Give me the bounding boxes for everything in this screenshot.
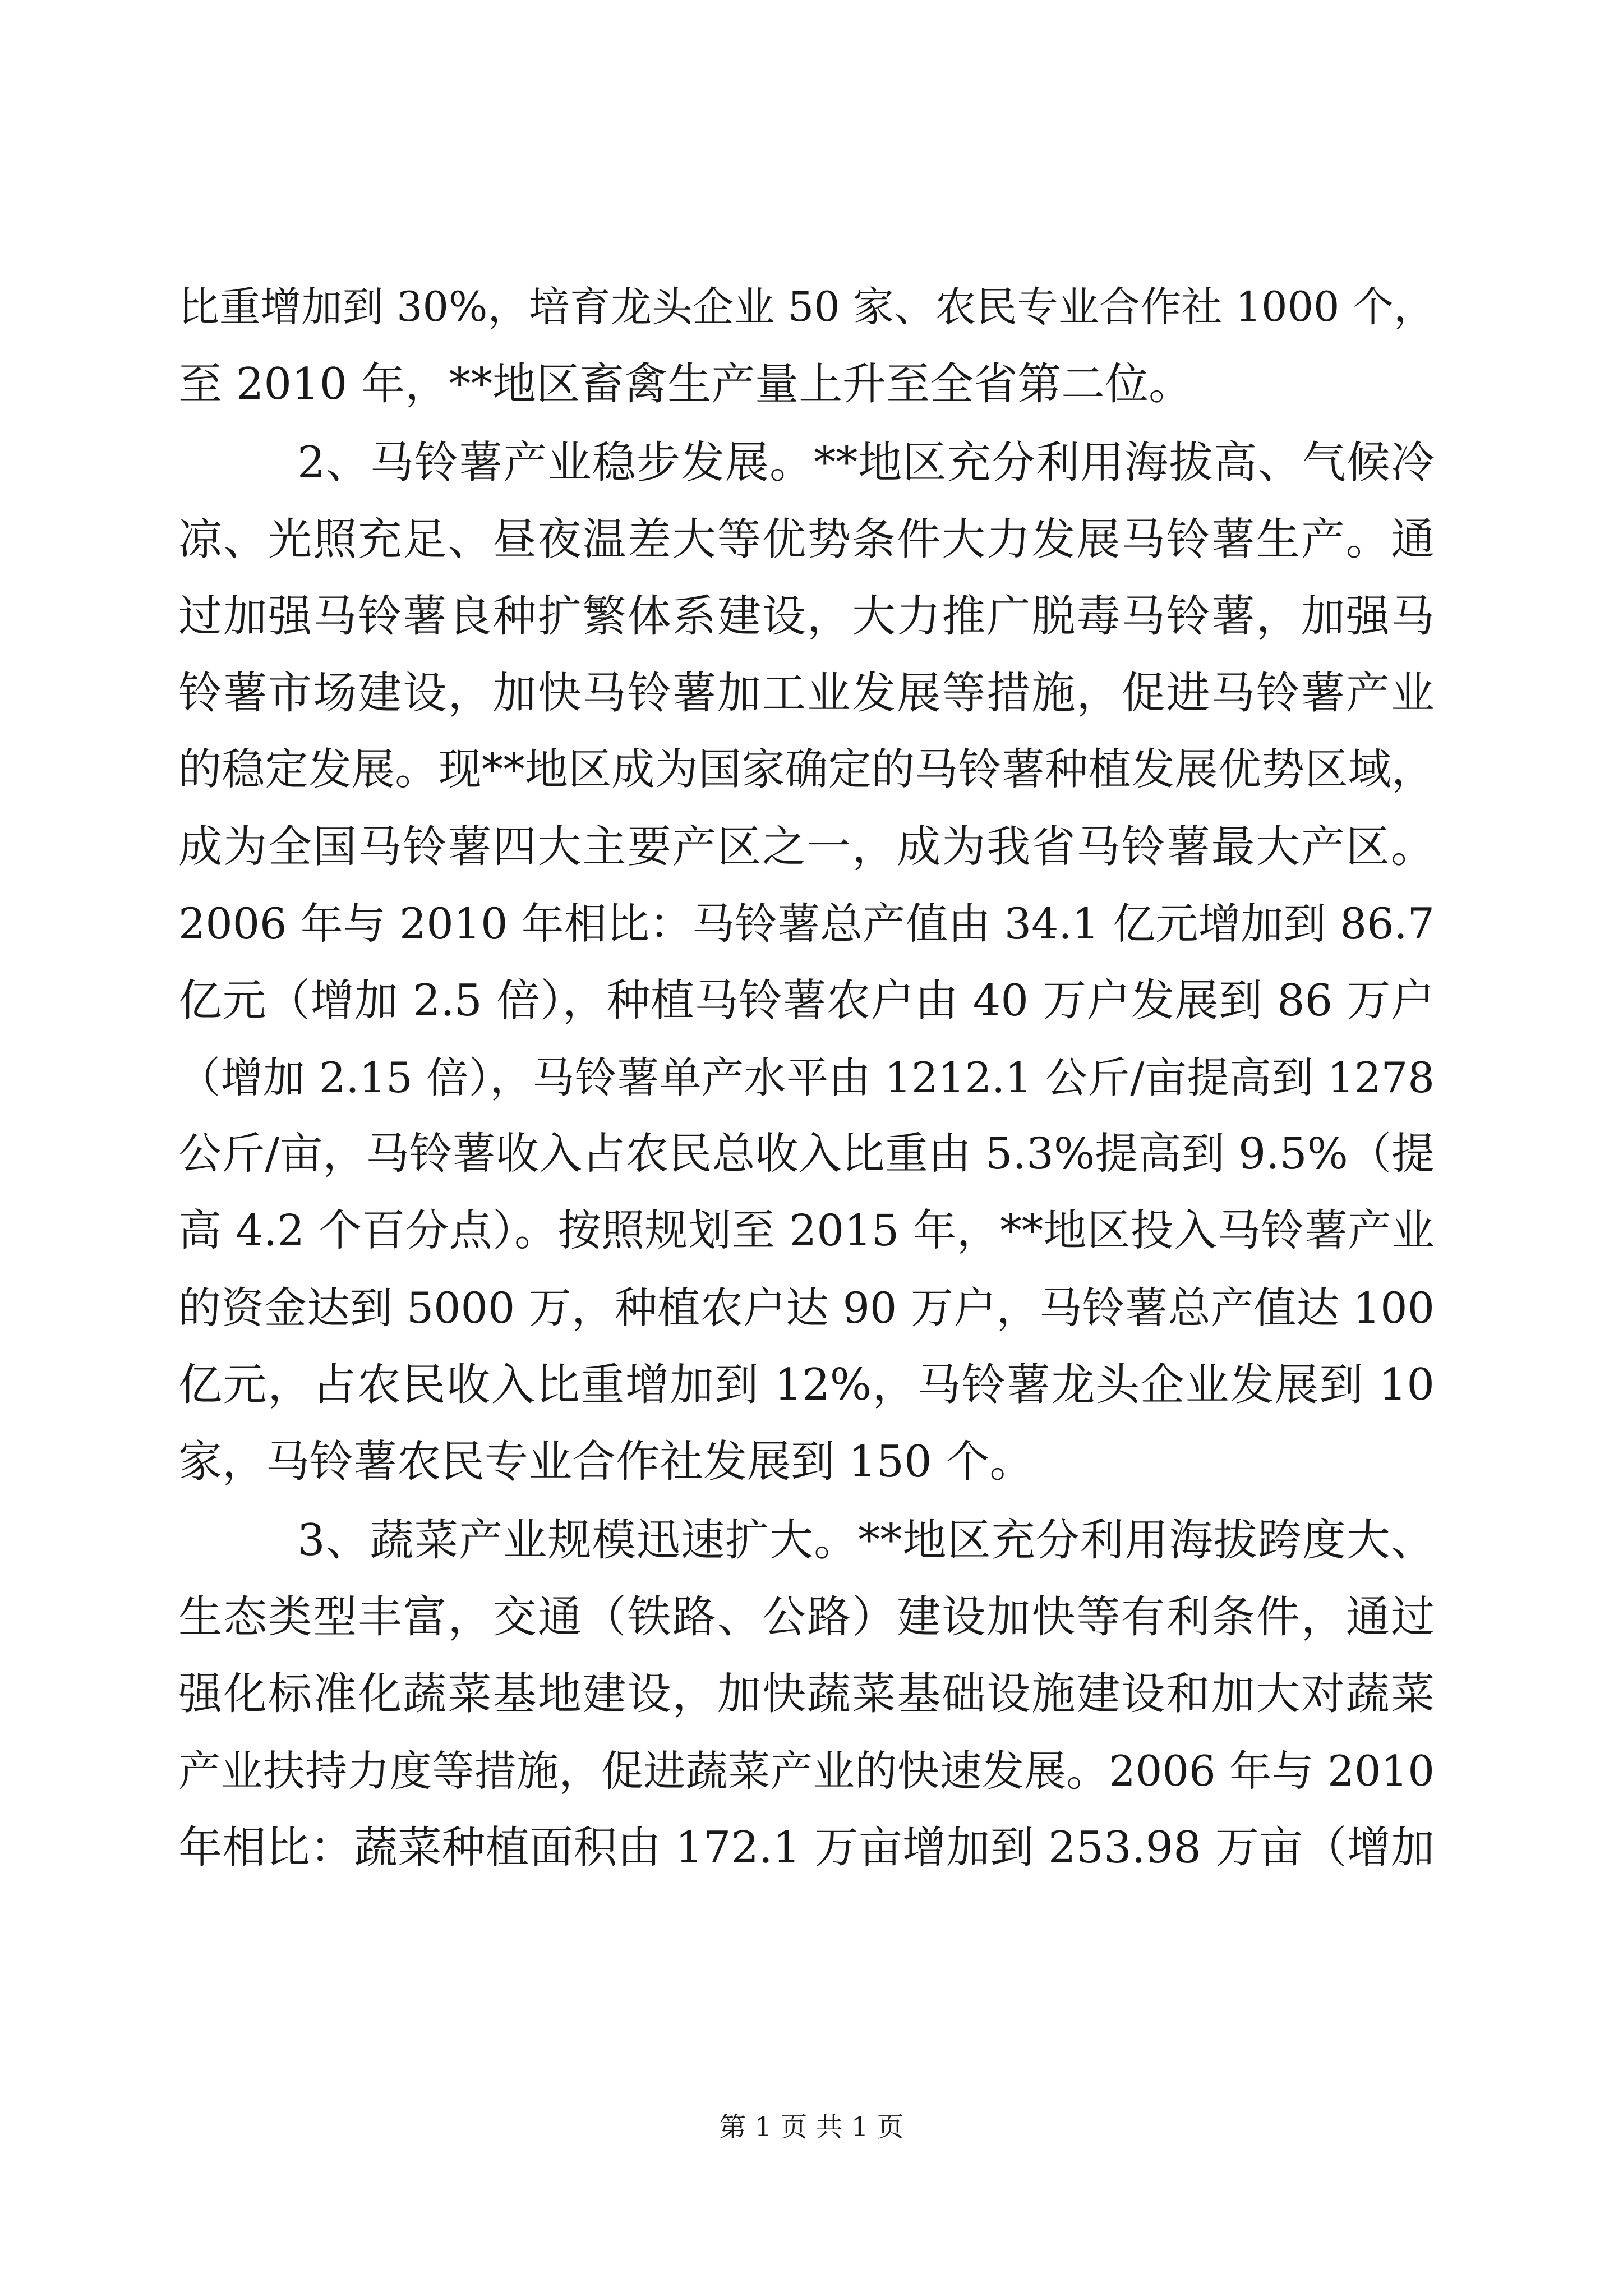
text-line: 过加强马铃薯良种扩繁体系建设，大力推广脱毒马铃薯，加强马: [178, 591, 1435, 642]
text-line: 凉、光照充足、昼夜温差大等优势条件大力发展马铃薯生产。通: [178, 514, 1435, 565]
text-line: 亿元（增加 2.5 倍），种植马铃薯农户由 40 万户发展到 86 万户: [178, 976, 1435, 1026]
text-line: 3、蔬菜产业规模迅速扩大。**地区充分利用海拔跨度大、: [297, 1515, 1435, 1566]
text-line: 生态类型丰富，交通（铁路、公路）建设加快等有利条件，通过: [178, 1592, 1435, 1642]
text-line: 成为全国马铃薯四大主要产区之一，成为我省马铃薯最大产区。: [178, 822, 1435, 872]
text-line: 的稳定发展。现**地区成为国家确定的马铃薯种植发展优势区域，: [178, 745, 1435, 795]
page-number-footer: 第 1 页 共 1 页: [719, 2111, 904, 2143]
text-line: 比重增加到 30%，培育龙头企业 50 家、农民专业合作社 1000 个，: [178, 283, 1435, 331]
text-line: 家，马铃薯农民专业合作社发展到 150 个。: [178, 1437, 1034, 1487]
text-line: 产业扶持力度等措施，促进蔬菜产业的快速发展。2006 年与 2010: [178, 1746, 1435, 1796]
text-line: （增加 2.15 倍），马铃薯单产水平由 1212.1 公斤/亩提高到 1278: [178, 1053, 1435, 1102]
text-line: 亿元，占农民收入比重增加到 12%，马铃薯龙头企业发展到 10: [178, 1360, 1435, 1410]
text-line: 铃薯市场建设，加快马铃薯加工业发展等措施，促进马铃薯产业: [178, 668, 1435, 719]
text-line: 公斤/亩，马铃薯收入占农民总收入比重由 5.3%提高到 9.5%（提: [178, 1129, 1435, 1179]
text-line: 高 4.2 个百分点）。按照规划至 2015 年，**地区投入马铃薯产业: [178, 1206, 1435, 1256]
text-line: 的资金达到 5000 万，种植农户达 90 万户，马铃薯总产值达 100: [178, 1283, 1435, 1333]
text-line: 年相比：蔬菜种植面积由 172.1 万亩增加到 253.98 万亩（增加: [178, 1823, 1435, 1873]
text-line: 至 2010 年，**地区畜禽生产量上升至全省第二位。: [178, 359, 1193, 409]
text-line: 2、马铃薯产业稳步发展。**地区充分利用海拔高、气候冷: [297, 438, 1435, 488]
text-line: 强化标准化蔬菜基地建设，加快蔬菜基础设施建设和加大对蔬菜: [178, 1669, 1435, 1719]
text-line: 2006 年与 2010 年相比：马铃薯总产值由 34.1 亿元增加到 86.7: [178, 899, 1435, 949]
